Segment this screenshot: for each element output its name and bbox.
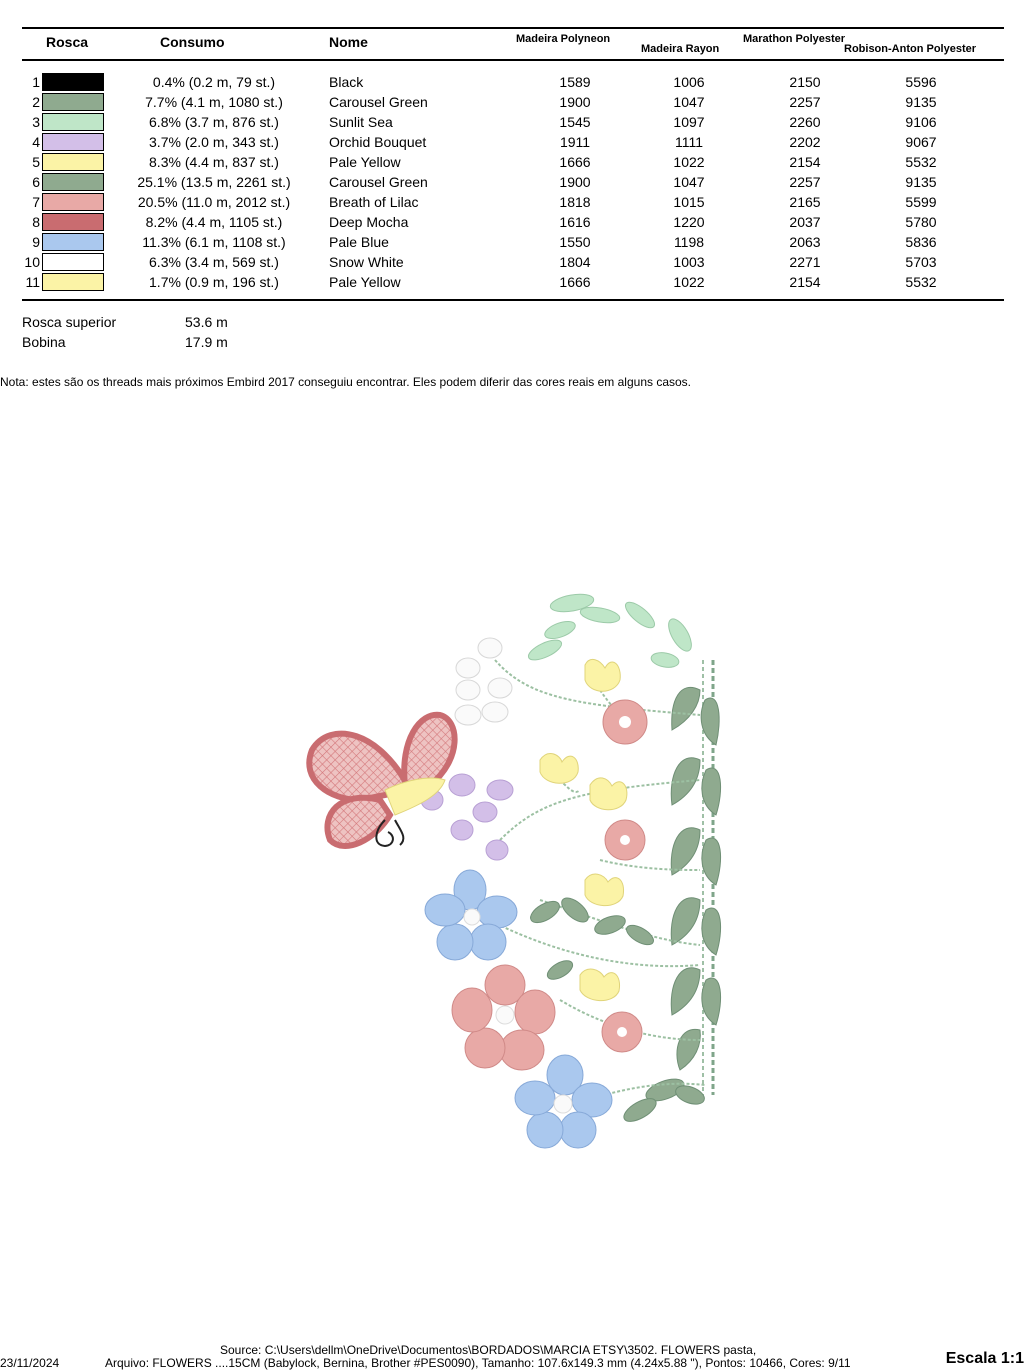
footer-source: Source: C:\Users\dellm\OneDrive\Documentos\BORDADOS\MARCIA ETSY\3502. FLOWERS pasta,: [220, 1343, 757, 1357]
madeira-rayon-code: 1015: [673, 194, 705, 210]
marathon-code: 2154: [789, 274, 821, 290]
marathon-code: 2202: [789, 134, 821, 150]
robison-code: 5596: [905, 74, 937, 90]
thread-consumo: 6.8% (3.7 m, 876 st.): [149, 114, 279, 130]
madeira-polyneon-code: 1818: [559, 194, 591, 210]
madeira-polyneon-code: 1666: [559, 274, 591, 290]
robison-code: 5532: [905, 154, 937, 170]
madeira-rayon-code: 1022: [673, 154, 705, 170]
pink-flower-small-1: [603, 700, 647, 744]
thread-consumo: 7.7% (4.1 m, 1080 st.): [145, 94, 283, 110]
pink-flower-small-2: [605, 820, 645, 860]
thread-consumo: 11.3% (6.1 m, 1108 st.): [142, 234, 286, 250]
madeira-polyneon-code: 1589: [559, 74, 591, 90]
footer-scale: Escala 1:1: [945, 1350, 1024, 1367]
madeira-rayon-code: 1097: [673, 114, 705, 130]
blue-flower-1: [425, 870, 517, 960]
thread-number: 2: [32, 94, 40, 110]
thread-number: 4: [32, 134, 40, 150]
header-consumo: Consumo: [160, 34, 225, 50]
madeira-rayon-code: 1198: [673, 234, 705, 250]
thread-name: Snow White: [329, 254, 404, 270]
pink-flower-small-3: [602, 1012, 642, 1052]
total-superior-value: 53.6 m: [185, 314, 228, 330]
header-robison: Robison-Anton Polyester: [844, 43, 977, 55]
thread-number: 7: [32, 194, 40, 210]
madeira-rayon-code: 1003: [673, 254, 705, 270]
total-superior-label: Rosca superior: [22, 314, 117, 330]
thread-consumo: 6.3% (3.4 m, 569 st.): [149, 254, 279, 270]
thread-name: Breath of Lilac: [329, 194, 419, 210]
robison-code: 9106: [905, 114, 937, 130]
thread-name: Sunlit Sea: [329, 114, 393, 130]
white-blossoms: [455, 638, 512, 725]
madeira-rayon-code: 1111: [674, 134, 704, 150]
robison-code: 9135: [905, 94, 937, 110]
total-bobina-label: Bobina: [22, 334, 66, 350]
thread-number: 11: [25, 274, 40, 290]
robison-code: 5836: [905, 234, 937, 250]
footer-arquivo: Arquivo: FLOWERS ....15CM (Babylock, Bernina, Brother #PES0090), Tamanho: 107.6x149.3 mm (4.24x5.88 "), Pontos: 10466, Cores: 9/11: [105, 1356, 851, 1370]
butterfly: [309, 715, 454, 846]
thread-consumo: 0.4% (0.2 m, 79 st.): [152, 74, 276, 90]
thread-name: Carousel Green: [329, 94, 428, 110]
thread-number: 9: [32, 234, 40, 250]
thread-number: 1: [32, 74, 40, 90]
robison-code: 5599: [905, 194, 937, 210]
thread-name: Pale Yellow: [329, 274, 401, 290]
robison-code: 5703: [905, 254, 937, 270]
marathon-code: 2150: [789, 74, 821, 90]
thread-name: Pale Blue: [329, 234, 389, 250]
thread-consumo: 8.2% (4.4 m, 1105 st.): [145, 214, 283, 230]
madeira-rayon-code: 1220: [673, 214, 705, 230]
marathon-code: 2154: [789, 154, 821, 170]
marathon-code: 2271: [789, 254, 821, 270]
madeira-rayon-code: 1047: [673, 174, 705, 190]
madeira-polyneon-code: 1616: [559, 214, 591, 230]
marathon-code: 2037: [789, 214, 821, 230]
border-leaves: [620, 687, 720, 1126]
marathon-code: 2257: [789, 94, 821, 110]
madeira-polyneon-code: 1900: [559, 94, 591, 110]
total-bobina-value: 17.9 m: [185, 334, 228, 350]
madeira-rayon-code: 1047: [673, 94, 705, 110]
madeira-polyneon-code: 1545: [559, 114, 591, 130]
thread-name: Deep Mocha: [329, 214, 409, 230]
thread-number: 3: [32, 114, 40, 130]
madeira-polyneon-code: 1804: [559, 254, 591, 270]
madeira-polyneon-code: 1550: [559, 234, 591, 250]
marathon-code: 2257: [789, 174, 821, 190]
robison-code: 5532: [905, 274, 937, 290]
thread-number: 6: [32, 174, 40, 190]
marathon-code: 2260: [789, 114, 821, 130]
pink-flower-large: [452, 965, 555, 1070]
thread-number: 10: [24, 254, 40, 270]
marathon-code: 2063: [789, 234, 821, 250]
thread-consumo: 20.5% (11.0 m, 2012 st.): [137, 194, 291, 210]
header-marathon: Marathon Polyester: [743, 33, 846, 45]
thread-number: 8: [32, 214, 40, 230]
thread-name: Pale Yellow: [329, 154, 401, 170]
thread-consumo: 3.7% (2.0 m, 343 st.): [149, 134, 279, 150]
thread-name: Black: [329, 74, 364, 90]
marathon-code: 2165: [789, 194, 821, 210]
thread-consumo: 8.3% (4.4 m, 837 st.): [149, 154, 279, 170]
thread-consumo: 1.7% (0.9 m, 196 st.): [149, 274, 279, 290]
robison-code: 9135: [905, 174, 937, 190]
robison-code: 5780: [905, 214, 937, 230]
thread-name: Orchid Bouquet: [329, 134, 427, 150]
madeira-polyneon-code: 1900: [559, 174, 591, 190]
mint-sprig: [526, 591, 696, 669]
madeira-polyneon-code: 1666: [559, 154, 591, 170]
thread-name: Carousel Green: [329, 174, 428, 190]
note-text: Nota: estes são os threads mais próximos Embird 2017 conseguiu encontrar. Eles podem diferir das cores reais em alguns casos.: [0, 375, 692, 389]
madeira-polyneon-code: 1911: [559, 134, 591, 150]
thread-number: 5: [32, 154, 40, 170]
header-nome: Nome: [329, 34, 368, 50]
header-madeira-rayon: Madeira Rayon: [641, 43, 720, 55]
header-rosca: Rosca: [46, 34, 89, 50]
robison-code: 9067: [905, 134, 937, 150]
madeira-rayon-code: 1006: [673, 74, 705, 90]
thread-consumo: 25.1% (13.5 m, 2261 st.): [137, 174, 291, 190]
header-madeira-polyneon: Madeira Polyneon: [516, 33, 611, 45]
madeira-rayon-code: 1022: [673, 274, 705, 290]
footer-date: 23/11/2024: [0, 1356, 60, 1370]
